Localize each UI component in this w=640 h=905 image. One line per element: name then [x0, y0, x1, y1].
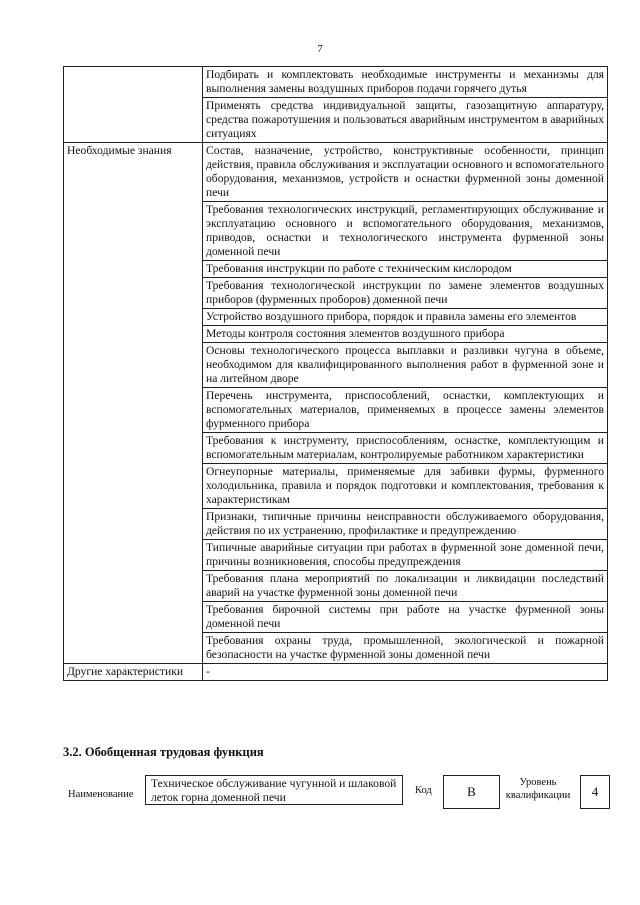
requirement-text: Устройство воздушного прибора, порядок и правила замены его элементов [203, 309, 608, 326]
requirement-text: Методы контроля состояния элементов воздушного прибора [203, 326, 608, 343]
level-label: Уровень квалификации [505, 777, 571, 801]
table-row [64, 143, 608, 202]
requirement-text: Перечень инструмента, приспособлений, оснастки, комплектующих и вспомогательных материалов, применяемых в процессе замены элементов фурменного прибора [203, 388, 608, 433]
requirement-text: Требования технологической инструкции по замене элементов воздушных приборов (фурменных проборов) доменной печи [203, 278, 608, 309]
row-category-label: Другие характеристики [64, 664, 203, 681]
row-category-label [64, 67, 203, 143]
requirement-text: Применять средства индивидуальной защиты, газозащитную аппаратуру, средства пожаротушения и пользоваться аварийным инструментом в аварийных ситуациях [203, 98, 608, 143]
requirement-text: Требования бирочной системы при работе на участке фурменной зоны доменной печи [203, 602, 608, 633]
requirement-text: Признаки, типичные причины неисправности обслуживаемого оборудования, действия по их устранению, профилактике и предупреждению [203, 509, 608, 540]
code-label: Код [415, 785, 432, 796]
function-code-field: В [443, 775, 500, 809]
generalized-function-row [0, 772, 640, 832]
page-number: 7 [317, 43, 323, 55]
requirement-text: Требования технологических инструкций, регламентирующих обслуживание и эксплуатацию основного и вспомогательного оборудования, механизмов, приводов, оснастки и технологического инструмента фурменной зоны доменной печи [203, 202, 608, 261]
requirement-text: Требования инструкции по работе с техническим кислородом [203, 261, 608, 278]
section-title: 3.2. Обобщенная трудовая функция [63, 745, 264, 759]
name-label: Наименование [68, 789, 134, 800]
requirement-text: Типичные аварийные ситуации при работах в фурменной зоне доменной печи, причины возникновения, способы предупреждения [203, 540, 608, 571]
requirement-text: Огнеупорные материалы, применяемые для забивки фурмы, фурменного холодильника, правила и порядок подготовки и комплектования, требования к характеристикам [203, 464, 608, 509]
requirement-text: - [203, 664, 608, 681]
function-name-field: Техническое обслуживание чугунной и шлаковой леток горна доменной печи [145, 775, 403, 805]
table-row [64, 67, 608, 98]
requirements-table [63, 66, 608, 681]
row-category-label: Необходимые знания [64, 143, 203, 664]
requirement-text: Требования к инструменту, приспособлениям, оснастке, комплектующим и вспомогательным материалам, контролируемые работником характеристики [203, 433, 608, 464]
requirement-text: Требования охраны труда, промышленной, экологической и пожарной безопасности на участке фурменной зоны доменной печи [203, 633, 608, 664]
table-row [64, 664, 608, 681]
qualification-level-field: 4 [580, 775, 610, 809]
requirement-text: Состав, назначение, устройство, конструктивные особенности, принцип действия, правила обслуживания и эксплуатации основного и вспомогательного оборудования, механизмов, устройств и оснастки фурменной зоны доменной печи [203, 143, 608, 202]
requirement-text: Требования плана мероприятий по локализации и ликвидации последствий аварий на участке фурменной зоны доменной печи [203, 571, 608, 602]
requirement-text: Подбирать и комплектовать необходимые инструменты и механизмы для выполнения замены воздушных приборов подачи горячего дутья [203, 67, 608, 98]
requirement-text: Основы технологического процесса выплавки и разливки чугуна в объеме, необходимом для квалифицированного выполнения работ в фурменной зоне и на литейном дворе [203, 343, 608, 388]
